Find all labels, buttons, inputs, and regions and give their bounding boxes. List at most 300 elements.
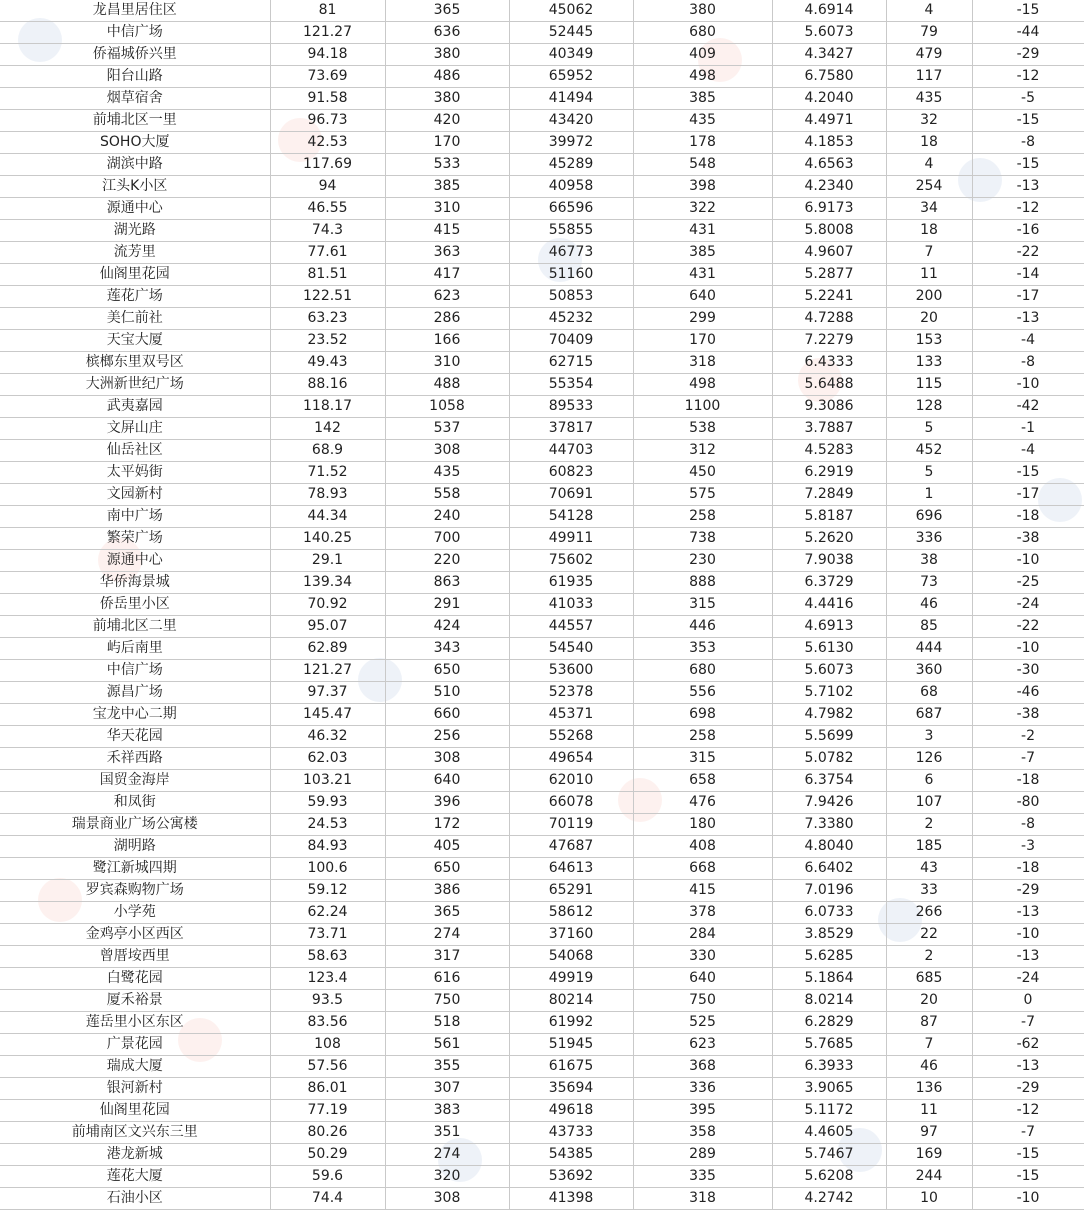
cell-listing-price: 408 <box>633 836 772 858</box>
cell-ratio: 6.3729 <box>772 572 886 594</box>
cell-ratio: 4.8040 <box>772 836 886 858</box>
cell-ratio: 5.5699 <box>772 726 886 748</box>
cell-ratio: 7.0196 <box>772 880 886 902</box>
cell-unit-price: 62010 <box>509 770 633 792</box>
cell-views: 452 <box>886 440 972 462</box>
cell-change: -7 <box>972 1122 1084 1144</box>
cell-unit-price: 37160 <box>509 924 633 946</box>
cell-community-name: 江头K小区 <box>0 176 270 198</box>
cell-listing-price: 258 <box>633 506 772 528</box>
cell-area: 62.24 <box>270 902 385 924</box>
cell-change: -29 <box>972 1078 1084 1100</box>
cell-ratio: 9.3086 <box>772 396 886 418</box>
cell-ratio: 6.4333 <box>772 352 886 374</box>
cell-ratio: 6.3933 <box>772 1056 886 1078</box>
cell-unit-price: 55855 <box>509 220 633 242</box>
cell-views: 68 <box>886 682 972 704</box>
cell-community-name: 流芳里 <box>0 242 270 264</box>
cell-community-name: 中信广场 <box>0 22 270 44</box>
cell-total-price: 424 <box>385 616 509 638</box>
cell-total-price: 700 <box>385 528 509 550</box>
cell-ratio: 5.2877 <box>772 264 886 286</box>
cell-unit-price: 61992 <box>509 1012 633 1034</box>
cell-total-price: 623 <box>385 286 509 308</box>
cell-listing-price: 353 <box>633 638 772 660</box>
cell-total-price: 343 <box>385 638 509 660</box>
cell-total-price: 640 <box>385 770 509 792</box>
cell-area: 140.25 <box>270 528 385 550</box>
cell-change: -38 <box>972 704 1084 726</box>
cell-listing-price: 358 <box>633 1122 772 1144</box>
cell-ratio: 4.9607 <box>772 242 886 264</box>
cell-ratio: 4.2040 <box>772 88 886 110</box>
cell-community-name: 源通中心 <box>0 550 270 572</box>
cell-unit-price: 49919 <box>509 968 633 990</box>
cell-area: 46.55 <box>270 198 385 220</box>
cell-area: 86.01 <box>270 1078 385 1100</box>
cell-views: 5 <box>886 462 972 484</box>
cell-community-name: 前埔北区一里 <box>0 110 270 132</box>
cell-ratio: 5.0782 <box>772 748 886 770</box>
cell-ratio: 7.9426 <box>772 792 886 814</box>
cell-unit-price: 61935 <box>509 572 633 594</box>
cell-ratio: 6.2919 <box>772 462 886 484</box>
cell-listing-price: 698 <box>633 704 772 726</box>
cell-listing-price: 450 <box>633 462 772 484</box>
cell-change: -7 <box>972 748 1084 770</box>
cell-views: 117 <box>886 66 972 88</box>
cell-change: -18 <box>972 770 1084 792</box>
cell-community-name: 厦禾裕景 <box>0 990 270 1012</box>
cell-area: 94 <box>270 176 385 198</box>
cell-total-price: 486 <box>385 66 509 88</box>
cell-area: 44.34 <box>270 506 385 528</box>
cell-total-price: 558 <box>385 484 509 506</box>
cell-change: -10 <box>972 374 1084 396</box>
cell-area: 95.07 <box>270 616 385 638</box>
table-row <box>0 308 1084 330</box>
cell-area: 29.1 <box>270 550 385 572</box>
cell-views: 5 <box>886 418 972 440</box>
cell-unit-price: 49618 <box>509 1100 633 1122</box>
cell-change: -5 <box>972 88 1084 110</box>
cell-change: -10 <box>972 550 1084 572</box>
cell-views: 10 <box>886 1188 972 1210</box>
table-row <box>0 968 1084 990</box>
cell-unit-price: 75602 <box>509 550 633 572</box>
cell-unit-price: 49654 <box>509 748 633 770</box>
table-row <box>0 814 1084 836</box>
cell-ratio: 4.7982 <box>772 704 886 726</box>
cell-ratio: 4.2340 <box>772 176 886 198</box>
table-row <box>0 154 1084 176</box>
cell-community-name: 罗宾森购物广场 <box>0 880 270 902</box>
cell-area: 100.6 <box>270 858 385 880</box>
cell-area: 50.29 <box>270 1144 385 1166</box>
cell-ratio: 4.2742 <box>772 1188 886 1210</box>
cell-unit-price: 65952 <box>509 66 633 88</box>
cell-unit-price: 53692 <box>509 1166 633 1188</box>
cell-total-price: 405 <box>385 836 509 858</box>
cell-change: -24 <box>972 594 1084 616</box>
cell-total-price: 488 <box>385 374 509 396</box>
cell-views: 169 <box>886 1144 972 1166</box>
cell-unit-price: 45371 <box>509 704 633 726</box>
cell-views: 128 <box>886 396 972 418</box>
cell-change: -10 <box>972 1188 1084 1210</box>
cell-total-price: 274 <box>385 924 509 946</box>
cell-area: 97.37 <box>270 682 385 704</box>
cell-listing-price: 315 <box>633 748 772 770</box>
table-row <box>0 792 1084 814</box>
cell-total-price: 396 <box>385 792 509 814</box>
cell-total-price: 385 <box>385 176 509 198</box>
cell-views: 43 <box>886 858 972 880</box>
cell-community-name: 湖滨中路 <box>0 154 270 176</box>
table-row <box>0 242 1084 264</box>
cell-listing-price: 315 <box>633 594 772 616</box>
cell-total-price: 380 <box>385 88 509 110</box>
cell-change: -15 <box>972 154 1084 176</box>
cell-area: 23.52 <box>270 330 385 352</box>
cell-change: -7 <box>972 1012 1084 1034</box>
cell-views: 73 <box>886 572 972 594</box>
cell-listing-price: 738 <box>633 528 772 550</box>
cell-listing-price: 431 <box>633 220 772 242</box>
cell-listing-price: 398 <box>633 176 772 198</box>
cell-total-price: 320 <box>385 1166 509 1188</box>
table-row <box>0 1188 1084 1210</box>
cell-unit-price: 55268 <box>509 726 633 748</box>
cell-change: -15 <box>972 1144 1084 1166</box>
cell-unit-price: 70691 <box>509 484 633 506</box>
cell-unit-price: 64613 <box>509 858 633 880</box>
cell-total-price: 310 <box>385 352 509 374</box>
table-row <box>0 726 1084 748</box>
cell-unit-price: 46773 <box>509 242 633 264</box>
cell-area: 96.73 <box>270 110 385 132</box>
cell-ratio: 5.6285 <box>772 946 886 968</box>
cell-community-name: 美仁前社 <box>0 308 270 330</box>
cell-community-name: 烟草宿舍 <box>0 88 270 110</box>
cell-ratio: 5.7685 <box>772 1034 886 1056</box>
cell-community-name: 国贸金海岸 <box>0 770 270 792</box>
cell-views: 360 <box>886 660 972 682</box>
cell-area: 94.18 <box>270 44 385 66</box>
cell-area: 139.34 <box>270 572 385 594</box>
cell-unit-price: 40349 <box>509 44 633 66</box>
cell-views: 479 <box>886 44 972 66</box>
cell-area: 93.5 <box>270 990 385 1012</box>
cell-change: -15 <box>972 110 1084 132</box>
table-row <box>0 1144 1084 1166</box>
cell-community-name: 武夷嘉园 <box>0 396 270 418</box>
cell-unit-price: 44557 <box>509 616 633 638</box>
cell-listing-price: 380 <box>633 0 772 22</box>
cell-views: 18 <box>886 220 972 242</box>
cell-community-name: 仙阁里花园 <box>0 1100 270 1122</box>
cell-total-price: 308 <box>385 748 509 770</box>
cell-community-name: 前埔南区文兴东三里 <box>0 1122 270 1144</box>
cell-community-name: 仙阁里花园 <box>0 264 270 286</box>
cell-unit-price: 70409 <box>509 330 633 352</box>
table-row <box>0 770 1084 792</box>
cell-views: 85 <box>886 616 972 638</box>
cell-change: -44 <box>972 22 1084 44</box>
cell-total-price: 415 <box>385 220 509 242</box>
table-row <box>0 220 1084 242</box>
cell-unit-price: 45232 <box>509 308 633 330</box>
cell-community-name: 银河新村 <box>0 1078 270 1100</box>
cell-community-name: 大洲新世纪广场 <box>0 374 270 396</box>
cell-change: -29 <box>972 880 1084 902</box>
cell-ratio: 6.9173 <box>772 198 886 220</box>
cell-total-price: 365 <box>385 902 509 924</box>
cell-listing-price: 368 <box>633 1056 772 1078</box>
cell-community-name: 白鹭花园 <box>0 968 270 990</box>
cell-total-price: 660 <box>385 704 509 726</box>
cell-listing-price: 289 <box>633 1144 772 1166</box>
cell-area: 122.51 <box>270 286 385 308</box>
cell-area: 108 <box>270 1034 385 1056</box>
cell-unit-price: 53600 <box>509 660 633 682</box>
cell-community-name: 瑞成大厦 <box>0 1056 270 1078</box>
cell-listing-price: 640 <box>633 286 772 308</box>
cell-views: 444 <box>886 638 972 660</box>
cell-ratio: 4.7288 <box>772 308 886 330</box>
cell-unit-price: 54068 <box>509 946 633 968</box>
cell-unit-price: 70119 <box>509 814 633 836</box>
cell-area: 81 <box>270 0 385 22</box>
cell-views: 3 <box>886 726 972 748</box>
cell-listing-price: 623 <box>633 1034 772 1056</box>
cell-area: 78.93 <box>270 484 385 506</box>
cell-ratio: 4.6914 <box>772 0 886 22</box>
cell-change: -13 <box>972 176 1084 198</box>
cell-community-name: 华侨海景城 <box>0 572 270 594</box>
cell-views: 20 <box>886 308 972 330</box>
cell-views: 133 <box>886 352 972 374</box>
cell-ratio: 5.7467 <box>772 1144 886 1166</box>
cell-community-name: 南中广场 <box>0 506 270 528</box>
cell-change: -13 <box>972 946 1084 968</box>
cell-area: 46.32 <box>270 726 385 748</box>
cell-total-price: 383 <box>385 1100 509 1122</box>
cell-total-price: 561 <box>385 1034 509 1056</box>
table-row <box>0 110 1084 132</box>
cell-area: 117.69 <box>270 154 385 176</box>
cell-unit-price: 37817 <box>509 418 633 440</box>
cell-views: 7 <box>886 1034 972 1056</box>
cell-community-name: 瑞景商业广场公寓楼 <box>0 814 270 836</box>
cell-total-price: 420 <box>385 110 509 132</box>
cell-change: -22 <box>972 616 1084 638</box>
cell-unit-price: 54540 <box>509 638 633 660</box>
cell-change: -18 <box>972 506 1084 528</box>
cell-community-name: 文屏山庄 <box>0 418 270 440</box>
cell-community-name: 侨福城侨兴里 <box>0 44 270 66</box>
cell-ratio: 5.8008 <box>772 220 886 242</box>
cell-change: -8 <box>972 132 1084 154</box>
cell-area: 88.16 <box>270 374 385 396</box>
cell-area: 91.58 <box>270 88 385 110</box>
cell-total-price: 386 <box>385 880 509 902</box>
cell-area: 123.4 <box>270 968 385 990</box>
table-row <box>0 374 1084 396</box>
cell-views: 6 <box>886 770 972 792</box>
cell-change: -8 <box>972 814 1084 836</box>
cell-total-price: 435 <box>385 462 509 484</box>
cell-change: -12 <box>972 1100 1084 1122</box>
table-row <box>0 1100 1084 1122</box>
cell-views: 33 <box>886 880 972 902</box>
cell-community-name: 阳台山路 <box>0 66 270 88</box>
cell-views: 266 <box>886 902 972 924</box>
cell-community-name: 湖明路 <box>0 836 270 858</box>
cell-listing-price: 312 <box>633 440 772 462</box>
cell-ratio: 4.4416 <box>772 594 886 616</box>
table-row <box>0 330 1084 352</box>
cell-total-price: 308 <box>385 440 509 462</box>
table-row <box>0 0 1084 22</box>
cell-views: 46 <box>886 594 972 616</box>
cell-unit-price: 45289 <box>509 154 633 176</box>
cell-community-name: 湖光路 <box>0 220 270 242</box>
cell-total-price: 291 <box>385 594 509 616</box>
table-row <box>0 572 1084 594</box>
cell-area: 62.89 <box>270 638 385 660</box>
cell-community-name: 槟榔东里双号区 <box>0 352 270 374</box>
cell-views: 115 <box>886 374 972 396</box>
cell-listing-price: 680 <box>633 22 772 44</box>
cell-ratio: 6.3754 <box>772 770 886 792</box>
cell-community-name: 莲岳里小区东区 <box>0 1012 270 1034</box>
cell-listing-price: 318 <box>633 1188 772 1210</box>
cell-community-name: 小学苑 <box>0 902 270 924</box>
cell-total-price: 537 <box>385 418 509 440</box>
cell-listing-price: 330 <box>633 946 772 968</box>
table-row <box>0 594 1084 616</box>
cell-ratio: 7.2279 <box>772 330 886 352</box>
cell-views: 11 <box>886 1100 972 1122</box>
cell-community-name: 曾厝垵西里 <box>0 946 270 968</box>
cell-area: 49.43 <box>270 352 385 374</box>
cell-ratio: 3.9065 <box>772 1078 886 1100</box>
cell-unit-price: 60823 <box>509 462 633 484</box>
cell-listing-price: 888 <box>633 572 772 594</box>
cell-listing-price: 498 <box>633 374 772 396</box>
table-row <box>0 1078 1084 1100</box>
cell-ratio: 5.6073 <box>772 22 886 44</box>
cell-community-name: 前埔北区二里 <box>0 616 270 638</box>
cell-unit-price: 40958 <box>509 176 633 198</box>
cell-change: -4 <box>972 330 1084 352</box>
cell-total-price: 172 <box>385 814 509 836</box>
cell-listing-price: 525 <box>633 1012 772 1034</box>
table-row <box>0 22 1084 44</box>
cell-area: 74.4 <box>270 1188 385 1210</box>
cell-area: 24.53 <box>270 814 385 836</box>
cell-change: -4 <box>972 440 1084 462</box>
cell-area: 62.03 <box>270 748 385 770</box>
cell-total-price: 750 <box>385 990 509 1012</box>
cell-change: -12 <box>972 66 1084 88</box>
cell-views: 200 <box>886 286 972 308</box>
cell-total-price: 533 <box>385 154 509 176</box>
cell-area: 42.53 <box>270 132 385 154</box>
cell-views: 696 <box>886 506 972 528</box>
table-row <box>0 902 1084 924</box>
cell-community-name: 莲花广场 <box>0 286 270 308</box>
table-row <box>0 1056 1084 1078</box>
cell-listing-price: 680 <box>633 660 772 682</box>
cell-community-name: 天宝大厦 <box>0 330 270 352</box>
table-row <box>0 66 1084 88</box>
cell-change: -25 <box>972 572 1084 594</box>
cell-views: 435 <box>886 88 972 110</box>
cell-area: 71.52 <box>270 462 385 484</box>
cell-total-price: 518 <box>385 1012 509 1034</box>
cell-total-price: 220 <box>385 550 509 572</box>
cell-total-price: 650 <box>385 660 509 682</box>
cell-change: -29 <box>972 44 1084 66</box>
cell-views: 11 <box>886 264 972 286</box>
cell-ratio: 4.4971 <box>772 110 886 132</box>
cell-views: 244 <box>886 1166 972 1188</box>
cell-total-price: 863 <box>385 572 509 594</box>
cell-total-price: 355 <box>385 1056 509 1078</box>
cell-ratio: 5.2241 <box>772 286 886 308</box>
table-row <box>0 352 1084 374</box>
cell-area: 59.12 <box>270 880 385 902</box>
table-row <box>0 1122 1084 1144</box>
cell-total-price: 286 <box>385 308 509 330</box>
cell-area: 63.23 <box>270 308 385 330</box>
cell-unit-price: 66596 <box>509 198 633 220</box>
cell-listing-price: 538 <box>633 418 772 440</box>
cell-ratio: 4.6913 <box>772 616 886 638</box>
cell-area: 77.61 <box>270 242 385 264</box>
table-row <box>0 858 1084 880</box>
cell-ratio: 5.6488 <box>772 374 886 396</box>
cell-listing-price: 395 <box>633 1100 772 1122</box>
cell-listing-price: 335 <box>633 1166 772 1188</box>
table-row <box>0 836 1084 858</box>
cell-views: 685 <box>886 968 972 990</box>
cell-area: 103.21 <box>270 770 385 792</box>
cell-ratio: 5.8187 <box>772 506 886 528</box>
cell-listing-price: 548 <box>633 154 772 176</box>
table-row <box>0 44 1084 66</box>
cell-ratio: 4.4605 <box>772 1122 886 1144</box>
cell-area: 121.27 <box>270 660 385 682</box>
cell-total-price: 166 <box>385 330 509 352</box>
cell-total-price: 274 <box>385 1144 509 1166</box>
cell-area: 74.3 <box>270 220 385 242</box>
cell-unit-price: 52378 <box>509 682 633 704</box>
cell-change: -10 <box>972 638 1084 660</box>
cell-unit-price: 39972 <box>509 132 633 154</box>
table-row <box>0 286 1084 308</box>
cell-listing-price: 446 <box>633 616 772 638</box>
cell-total-price: 310 <box>385 198 509 220</box>
table-row <box>0 660 1084 682</box>
cell-unit-price: 51160 <box>509 264 633 286</box>
cell-listing-price: 556 <box>633 682 772 704</box>
cell-views: 136 <box>886 1078 972 1100</box>
cell-ratio: 4.5283 <box>772 440 886 462</box>
cell-ratio: 5.6208 <box>772 1166 886 1188</box>
